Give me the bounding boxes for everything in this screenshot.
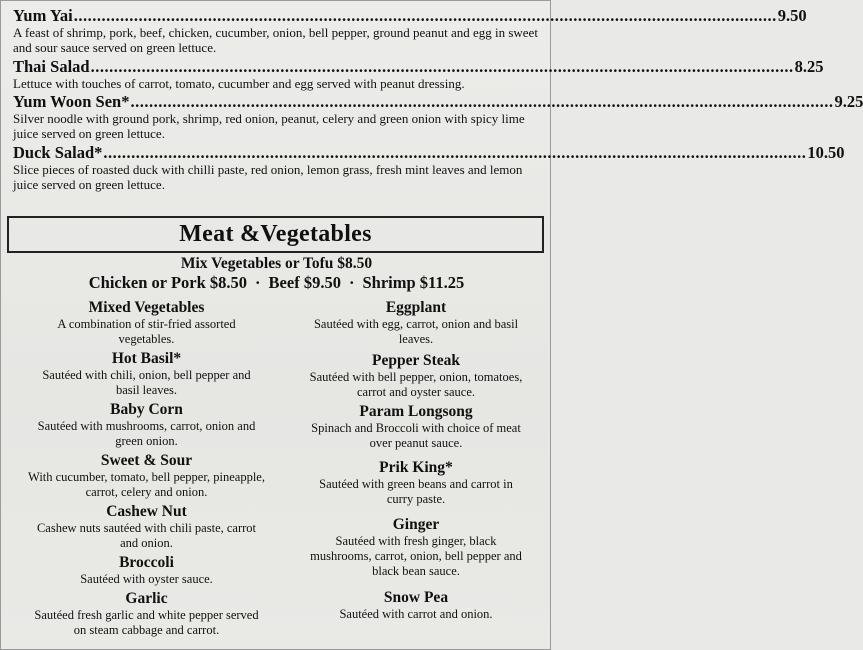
leader-dots: ........................................................................................................................................................ — [90, 57, 794, 76]
separator-dot: · — [255, 273, 261, 292]
right-dish-column — [301, 299, 531, 622]
dish-garlic — [19, 590, 274, 638]
left-dish-column — [19, 299, 274, 638]
dish-name: Snow Pea — [383, 589, 449, 606]
dish-description: Sautéed fresh garlic and white pepper served on steam cabbage and carrot. — [34, 608, 259, 637]
dish-description: A combination of stir-fried assorted vegetables. — [57, 317, 236, 346]
dish-description: Sautéed with egg, carrot, onion and basil leaves. — [313, 317, 519, 346]
salad-item-thai-salad — [13, 57, 824, 91]
dish-description: Sautéed with fresh ginger, black mushrooms, carrot, onion, bell pepper and black bean sauce. — [310, 534, 522, 578]
dish-name: Hot Basil* — [111, 350, 182, 367]
dish-description: Spinach and Broccoli with choice of meat over peanut sauce. — [311, 421, 521, 450]
dish-prik-king — [301, 459, 531, 507]
leader-dots: ........................................................................................................................................................ — [130, 92, 834, 111]
dish-broccoli — [19, 554, 274, 587]
dish-pepper-steak — [301, 352, 531, 400]
dish-description: With cucumber, tomato, bell pepper, pineapple, carrot, celery and onion. — [28, 470, 265, 499]
dish-name: Param Longsong — [359, 403, 473, 420]
dish-name: Garlic — [125, 590, 168, 607]
dish-description: Sautéed with green beans and carrot in curry paste. — [319, 477, 513, 506]
salad-name: Thai Salad — [13, 57, 90, 76]
salad-description: Lettuce with touches of carrot, tomato, cucumber and egg served with peanut dressing. — [13, 76, 465, 91]
dish-name: Cashew Nut — [106, 503, 187, 520]
pricing-line-vegetables-tofu: Mix Vegetables or Tofu $8.50 — [180, 255, 373, 272]
dish-description: Sautéed with chili, onion, bell pepper and basil leaves. — [42, 368, 251, 397]
leader-dots: ........................................................................................................................................................ — [103, 143, 807, 162]
dish-description: Sautéed with mushrooms, carrot, onion and green onion. — [37, 419, 256, 448]
dish-cashew-nut — [19, 503, 274, 551]
dish-baby-corn — [19, 401, 274, 449]
salad-item-duck-salad — [13, 143, 845, 192]
pricing-line-meats — [1, 273, 552, 293]
dish-sweet-sour — [19, 452, 274, 500]
salad-price: 9.50 — [777, 6, 807, 25]
dish-name: Mixed Vegetables — [88, 299, 205, 316]
salad-description: Slice pieces of roasted duck with chilli paste, red onion, lemon grass, fresh mint leaves and lemon juice served on green lettuce. — [13, 162, 523, 192]
salad-description: Silver noodle with ground pork, shrimp, red onion, peanut, celery and green onion with spicy lime juice served on green lettuce. — [13, 111, 525, 141]
price-chicken-pork: Chicken or Pork $8.50 — [88, 273, 248, 292]
salad-description: A feast of shrimp, pork, beef, chicken, cucumber, onion, bell pepper, ground peanut and egg in sweet and sour sauce served on green lettuce. — [13, 25, 538, 55]
separator-dot: · — [348, 273, 355, 292]
dish-name: Prik King* — [379, 459, 453, 476]
section-title: Meat &Vegetables — [179, 221, 372, 247]
dish-eggplant — [301, 299, 531, 347]
dish-description: Cashew nuts sautéed with chili paste, carrot and onion. — [36, 521, 257, 550]
section-heading-box — [7, 216, 544, 253]
salad-name: Yum Yai — [13, 6, 73, 25]
dish-ginger — [301, 516, 531, 579]
dish-description: Sautéed with carrot and onion. — [339, 607, 493, 621]
dish-hot-basil — [19, 350, 274, 398]
leader-dots: ........................................................................................................................................................ — [73, 6, 777, 25]
dish-name: Baby Corn — [110, 401, 183, 418]
dish-name: Eggplant — [385, 299, 447, 316]
salad-price: 10.50 — [807, 143, 845, 162]
dish-param-longsong — [301, 403, 531, 451]
dish-name: Sweet & Sour — [100, 452, 193, 469]
dish-description: Sautéed with oyster sauce. — [80, 572, 213, 586]
dish-description: Sautéed with bell pepper, onion, tomatoes, carrot and oyster sauce. — [309, 370, 523, 399]
dish-name: Ginger — [392, 516, 440, 533]
salad-item-yum-yai — [13, 6, 807, 55]
price-beef: Beef $9.50 — [268, 273, 341, 292]
salad-price: 9.25 — [834, 92, 863, 111]
salad-item-yum-woon-sen — [13, 92, 863, 141]
dish-mixed-vegetables — [19, 299, 274, 347]
dish-name: Pepper Steak — [372, 352, 460, 369]
price-shrimp: Shrimp $11.25 — [362, 273, 465, 292]
dish-name: Broccoli — [119, 554, 174, 571]
salad-price: 8.25 — [794, 57, 824, 76]
salad-name: Duck Salad* — [13, 143, 103, 162]
salad-name: Yum Woon Sen* — [13, 92, 130, 111]
dish-snow-pea — [301, 589, 531, 622]
